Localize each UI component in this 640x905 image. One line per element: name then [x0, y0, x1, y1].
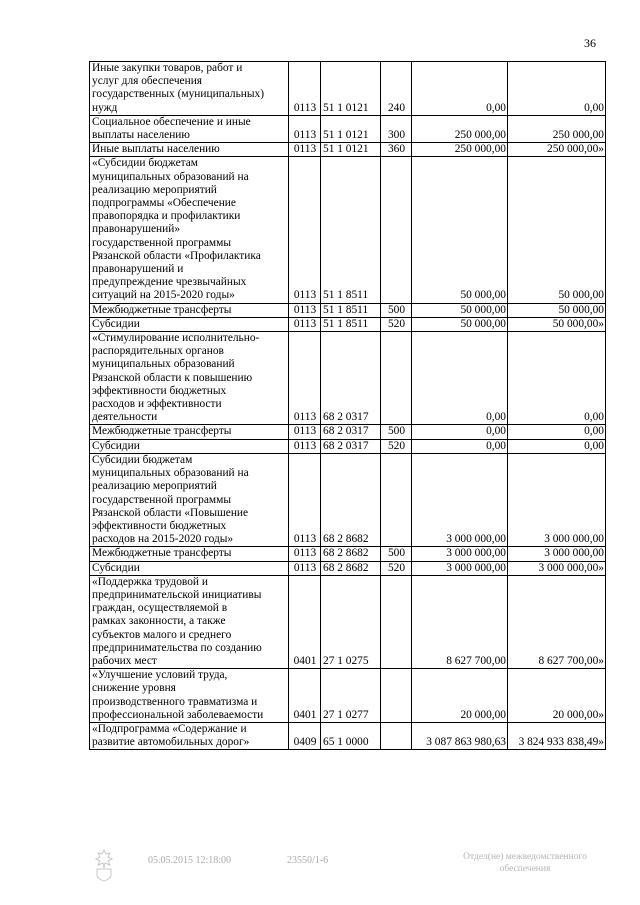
row-name: Межбюджетные трансферты [90, 547, 289, 561]
row-name: Межбюджетные трансферты [90, 425, 289, 439]
row-section: 0113 [289, 143, 321, 157]
row-expense-type [381, 453, 412, 546]
row-amount-2016: 50 000,00 [508, 157, 606, 303]
row-amount-2015: 0,00 [412, 62, 508, 116]
row-section: 0409 [289, 722, 321, 749]
row-section: 0113 [289, 157, 321, 303]
row-section: 0113 [289, 561, 321, 575]
row-expense-type [381, 722, 412, 749]
row-expense-type: 300 [381, 115, 412, 142]
row-name: Субсидии [90, 561, 289, 575]
row-name: «Поддержка трудовой и предпринимательской инициативы граждан, осуществляемой в рамках законности, а также субъектов малого и среднего предпринимательства по созданию рабочих мест [90, 575, 289, 668]
table-row [90, 439, 606, 453]
row-section: 0113 [289, 332, 321, 425]
row-expense-type: 240 [381, 62, 412, 116]
row-name: «Стимулирование исполнительно- распорядительных органов муниципальных образований Рязанской области к повышению эффективности бюджетных расходов и эффективности деятельности [90, 332, 289, 425]
row-amount-2015: 8 627 700,00 [412, 575, 508, 668]
row-name: Субсидии бюджетам муниципальных образований на реализацию мероприятий государственной программы Рязанской области «Повышение эффективности бюджетных расходов на 2015-2020 годы» [90, 453, 289, 546]
row-amount-2016: 0,00 [508, 425, 606, 439]
row-article: 68 2 0317 [321, 425, 381, 439]
row-expense-type: 520 [381, 439, 412, 453]
footer-stamp: Отдел(не) межведомственного обеспечения [463, 852, 587, 874]
row-article: 68 2 0317 [321, 332, 381, 425]
row-article: 68 2 8682 [321, 547, 381, 561]
table-row [90, 157, 606, 303]
row-amount-2016: 0,00 [508, 439, 606, 453]
row-amount-2015: 3 087 863 980,63 [412, 722, 508, 749]
row-section: 0113 [289, 547, 321, 561]
row-article: 65 1 0000 [321, 722, 381, 749]
row-expense-type [381, 669, 412, 723]
row-section: 0113 [289, 453, 321, 546]
row-section: 0113 [289, 425, 321, 439]
row-amount-2016: 50 000,00» [508, 317, 606, 331]
row-expense-type: 500 [381, 303, 412, 317]
footer-date: 05.05.2015 12:18:00 [148, 855, 232, 866]
row-name: Субсидии [90, 439, 289, 453]
table-row [90, 425, 606, 439]
row-section: 0113 [289, 303, 321, 317]
row-amount-2015: 0,00 [412, 425, 508, 439]
table-row [90, 115, 606, 142]
row-amount-2015: 3 000 000,00 [412, 547, 508, 561]
row-amount-2016: 50 000,00 [508, 303, 606, 317]
row-amount-2016: 3 000 000,00» [508, 561, 606, 575]
row-article: 51 1 0121 [321, 115, 381, 142]
row-section: 0113 [289, 115, 321, 142]
row-amount-2015: 0,00 [412, 332, 508, 425]
row-section: 0401 [289, 575, 321, 668]
row-article: 51 1 8511 [321, 303, 381, 317]
table-row [90, 303, 606, 317]
row-name: «Подпрограмма «Содержание и развитие автомобильных дорог» [90, 722, 289, 749]
row-amount-2015: 250 000,00 [412, 115, 508, 142]
row-amount-2016: 3 000 000,00 [508, 547, 606, 561]
table-row [90, 722, 606, 749]
row-article: 51 1 0121 [321, 143, 381, 157]
row-section: 0113 [289, 439, 321, 453]
row-expense-type: 520 [381, 561, 412, 575]
row-expense-type [381, 157, 412, 303]
row-article: 68 2 0317 [321, 439, 381, 453]
table-row [90, 453, 606, 546]
row-section: 0401 [289, 669, 321, 723]
row-section: 0113 [289, 62, 321, 116]
row-expense-type: 360 [381, 143, 412, 157]
table-row [90, 561, 606, 575]
table-row [90, 575, 606, 668]
footer-doc-code: 23550/1-6 [287, 855, 329, 866]
row-article: 68 2 8682 [321, 453, 381, 546]
table-row [90, 62, 606, 116]
table-row [90, 669, 606, 723]
row-section: 0113 [289, 317, 321, 331]
row-article: 27 1 0277 [321, 669, 381, 723]
row-amount-2016: 0,00 [508, 62, 606, 116]
row-expense-type: 500 [381, 547, 412, 561]
table-row [90, 332, 606, 425]
row-amount-2016: 3 824 933 838,49» [508, 722, 606, 749]
row-expense-type: 500 [381, 425, 412, 439]
row-amount-2016: 250 000,00 [508, 115, 606, 142]
row-amount-2015: 50 000,00 [412, 317, 508, 331]
row-article: 51 1 8511 [321, 157, 381, 303]
row-expense-type [381, 332, 412, 425]
row-article: 51 1 8511 [321, 317, 381, 331]
row-amount-2015: 50 000,00 [412, 303, 508, 317]
row-article: 27 1 0275 [321, 575, 381, 668]
row-name: Субсидии [90, 317, 289, 331]
row-amount-2015: 0,00 [412, 439, 508, 453]
row-name: Межбюджетные трансферты [90, 303, 289, 317]
row-expense-type [381, 575, 412, 668]
coat-of-arms-watermark [92, 848, 116, 882]
table-row [90, 143, 606, 157]
budget-table [89, 61, 606, 750]
row-expense-type: 520 [381, 317, 412, 331]
row-amount-2015: 3 000 000,00 [412, 561, 508, 575]
table-row [90, 547, 606, 561]
row-amount-2015: 50 000,00 [412, 157, 508, 303]
row-article: 51 1 0121 [321, 62, 381, 116]
row-amount-2016: 8 627 700,00» [508, 575, 606, 668]
row-amount-2016: 0,00 [508, 332, 606, 425]
table-row [90, 317, 606, 331]
row-name: «Субсидии бюджетам муниципальных образований на реализацию мероприятий подпрограммы «Обеспечение правопорядка и профилактики правонарушений» государственной программы Рязанской области «Профилактика правонарушений и предупреждение чрезвычайных ситуаций на 2015-2020 годы» [90, 157, 289, 303]
row-amount-2016: 20 000,00» [508, 669, 606, 723]
row-name: Иные закупки товаров, работ и услуг для обеспечения государственных (муниципальных) нужд [90, 62, 289, 116]
row-amount-2016: 3 000 000,00 [508, 453, 606, 546]
row-amount-2016: 250 000,00» [508, 143, 606, 157]
row-name: «Улучшение условий труда, снижение уровня производственного травматизма и профессиональной заболеваемости [90, 669, 289, 723]
row-amount-2015: 3 000 000,00 [412, 453, 508, 546]
row-amount-2015: 250 000,00 [412, 143, 508, 157]
row-amount-2015: 20 000,00 [412, 669, 508, 723]
row-article: 68 2 8682 [321, 561, 381, 575]
page-number: 36 [584, 36, 596, 50]
row-name: Иные выплаты населению [90, 143, 289, 157]
row-name: Социальное обеспечение и иные выплаты населению [90, 115, 289, 142]
